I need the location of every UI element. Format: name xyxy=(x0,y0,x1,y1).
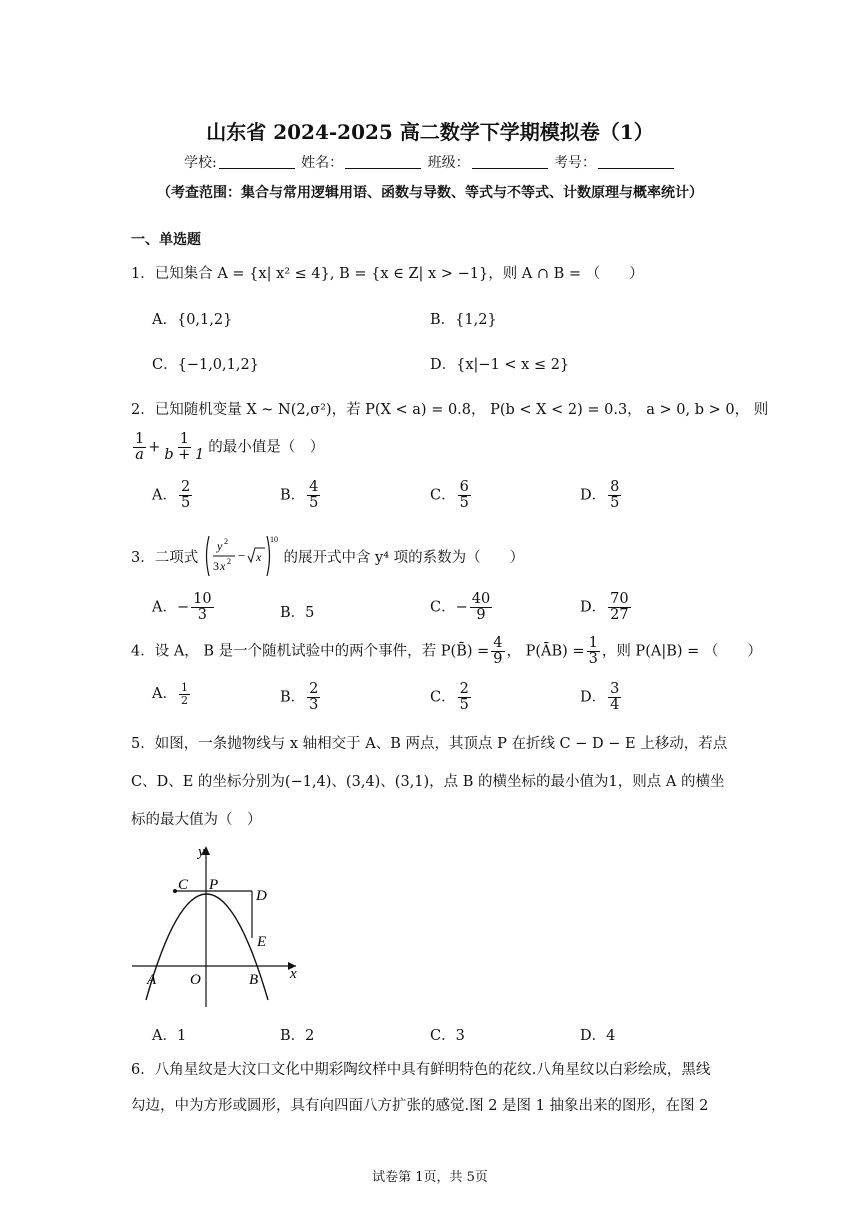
question-5-line-2: C、D、E 的坐标分别为(−1,4)、(3,4)、(3,1)，点 B 的横坐标的最小值为1，则点 A 的横坐 xyxy=(131,774,725,790)
q5-option-d: D．4 xyxy=(580,1028,616,1044)
q4-option-d: D． $\frac{3}{4}$ xyxy=(580,681,620,714)
question-1-stem: 1．已知集合 A = {x| x² ≤ 4}, B = {x ∈ Z| x > −1}，则 A ∩ B = （ ） xyxy=(131,266,644,282)
q1-option-a: A．{0,1,2} xyxy=(152,312,233,328)
frac-1-over-a: $\frac{1}{a}$ xyxy=(135,431,145,464)
svg-text:3: 3 xyxy=(212,559,219,573)
label-o: O xyxy=(190,972,201,988)
number-label: 考号： xyxy=(554,155,597,171)
class-blank xyxy=(472,154,548,169)
svg-text:−: − xyxy=(237,548,246,563)
q3-option-a: A．− $\frac{10}{3}$ xyxy=(152,591,212,624)
question-6-line-2: 勾边，中为方形或圆形，具有向四面八方扩张的感觉.图 2 是图 1 抽象出来的图形，在图 2 xyxy=(131,1098,709,1114)
section-heading: 一、单选题 xyxy=(131,232,201,248)
q5-option-c: C．3 xyxy=(430,1028,465,1044)
svg-text:10: 10 xyxy=(269,535,278,544)
exam-scope: （考查范围：集合与常用逻辑用语、函数与导数、等式与不等式、计数原理与概率统计） xyxy=(157,185,703,201)
question-6-line-1: 6．八角星纹是大汶口文化中期彩陶纹样中具有鲜明特色的花纹.八角星纹以白彩绘成，黑线 xyxy=(131,1062,711,1078)
label-p: P xyxy=(209,877,219,893)
label-y: y xyxy=(198,844,205,860)
page-title: 山东省 2024-2025 高二数学下学期模拟卷（1） xyxy=(206,120,654,144)
q2-option-b: B． $\frac{4}{5}$ xyxy=(280,479,319,512)
name-label: 姓名： xyxy=(301,155,344,171)
q5-option-a: A．1 xyxy=(152,1028,187,1044)
svg-text:2: 2 xyxy=(223,537,228,546)
q2-option-d: D． $\frac{8}{5}$ xyxy=(580,479,620,512)
school-label: 学校: xyxy=(183,155,217,171)
name-blank xyxy=(345,154,421,169)
q4-option-c: C． $\frac{2}{5}$ xyxy=(430,681,469,714)
question-2-expression: $\frac{1}{a}$ + $\frac{1}{b + 1}$ 的最小值是（ ） xyxy=(135,431,325,464)
svg-text:y: y xyxy=(216,539,223,553)
q4-option-b: B． $\frac{2}{3}$ xyxy=(280,681,319,714)
q4-option-a: A． $\frac{1}{2}$ xyxy=(152,681,188,707)
q1-option-c: C．{−1,0,1,2} xyxy=(152,357,259,373)
q2-option-a: A． $\frac{2}{5}$ xyxy=(152,479,191,512)
page-footer: 试卷第 1页，共 5页 xyxy=(372,1170,488,1185)
label-a: A xyxy=(147,972,157,988)
q1-option-d: D．{x|−1 < x ≤ 2} xyxy=(430,357,570,373)
label-d: D xyxy=(256,888,267,904)
svg-text:2: 2 xyxy=(226,557,231,566)
number-blank xyxy=(598,154,674,169)
q3-option-d: D． $\frac{70}{27}$ xyxy=(580,591,629,624)
q1-option-b: B．{1,2} xyxy=(430,312,497,328)
q3-option-c: C．− $\frac{40}{9}$ xyxy=(430,591,491,624)
school-blank xyxy=(219,154,295,169)
frac-1-over-b1: $\frac{1}{b + 1}$ xyxy=(164,431,205,464)
q5-option-b: B．2 xyxy=(280,1028,315,1044)
label-e: E xyxy=(257,934,267,950)
class-label: 班级： xyxy=(427,155,470,171)
label-x: x xyxy=(290,966,297,982)
question-5-line-3: 标的最大值为（ ） xyxy=(131,812,262,828)
question-5-line-1: 5．如图，一条抛物线与 x 轴相交于 A、B 两点，其顶点 P 在折线 C − D − E 上移动，若点 xyxy=(131,736,728,752)
binomial-svg xyxy=(203,532,279,580)
binomial-expression xyxy=(203,532,279,584)
label-c: C xyxy=(178,877,189,893)
q2-option-c: C． $\frac{6}{5}$ xyxy=(430,479,469,512)
question-4-stem: 4．设 A， B 是一个随机试验中的两个事件，若 P(B̄) = $\frac{4}{9}$ ， P(ĀB) = $\frac{1}{3}$ ，则 P(A|B) = （ ） xyxy=(131,635,762,668)
svg-text:x: x xyxy=(219,559,226,573)
question-2-stem: 2．已知随机变量 X ~ N(2,σ²)，若 P(X < a) = 0.8， P(b < X < 2) = 0.3， a > 0, b > 0， 则 xyxy=(131,402,769,418)
parabola-figure xyxy=(128,842,308,1012)
svg-text:x: x xyxy=(255,550,262,564)
question-3-stem: 3．二项式 y 2 3 x 2 − x 10 的展开式中含 y⁴ 项的系数为（ ） xyxy=(131,532,524,584)
info-fields xyxy=(0,152,860,172)
q3-option-b: B．5 xyxy=(280,605,315,621)
label-b: B xyxy=(249,972,259,988)
